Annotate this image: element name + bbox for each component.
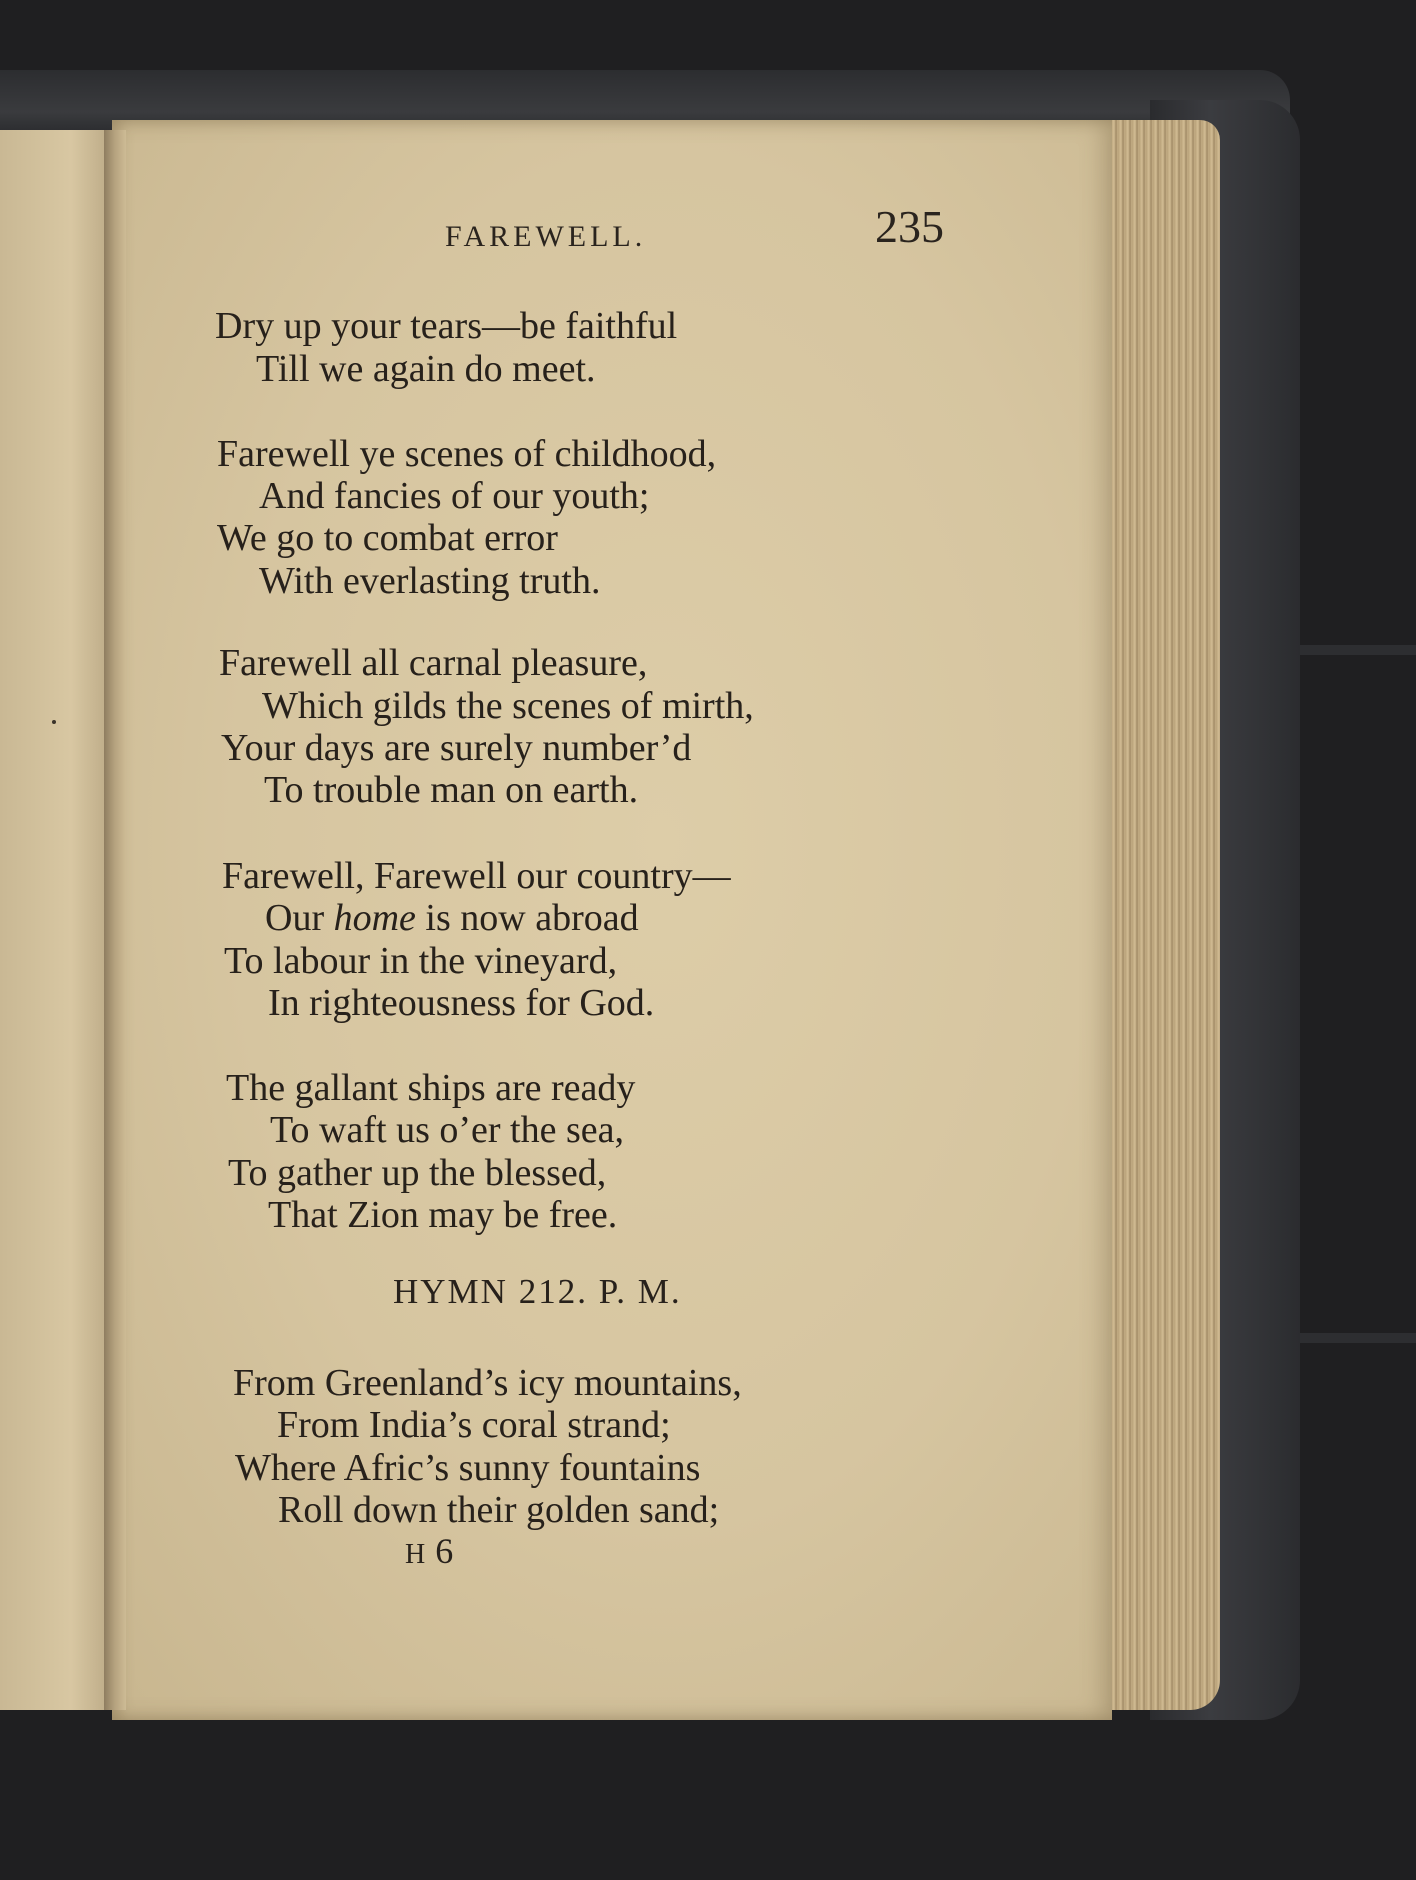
background-strap <box>1300 645 1416 655</box>
facing-page <box>0 130 118 1710</box>
verse-line: From Greenland’s icy mountains, <box>233 1362 742 1404</box>
verse-line: Our home is now abroad <box>265 897 639 939</box>
hymn-heading: HYMN 212. P. M. <box>393 1272 682 1311</box>
running-head: FAREWELL. <box>445 220 647 253</box>
verse-line: With everlasting truth. <box>259 560 601 602</box>
verse-line: Where Afric’s sunny fountains <box>235 1447 701 1489</box>
verse-line: To gather up the blessed, <box>228 1152 607 1194</box>
page-gutter <box>104 130 126 1710</box>
verse-line: From India’s coral strand; <box>277 1404 671 1446</box>
signature-number: 6 <box>435 1531 454 1571</box>
background-strap <box>1300 1333 1416 1343</box>
page-number: 235 <box>875 201 944 252</box>
verse-line: To waft us o’er the sea, <box>270 1109 624 1151</box>
verse-line: Your days are surely number’d <box>221 727 692 769</box>
verse-line: In righteousness for God. <box>268 982 655 1024</box>
verse-line: Roll down their golden sand; <box>278 1489 720 1531</box>
verse-line: To labour in the vineyard, <box>224 940 618 982</box>
signature-letter: H <box>405 1539 426 1570</box>
verse-line: The gallant ships are ready <box>226 1067 636 1109</box>
verse-line: That Zion may be free. <box>268 1194 618 1236</box>
page-mark <box>52 720 56 724</box>
verse-line: We go to combat error <box>217 517 558 559</box>
verse-line: Dry up your tears—be faithful <box>215 305 678 347</box>
verse-line: And fancies of our youth; <box>259 475 650 517</box>
verse-line: Farewell all carnal pleasure, <box>219 642 648 684</box>
verse-line: Farewell ye scenes of childhood, <box>217 433 717 475</box>
verse-line: Farewell, Farewell our country— <box>222 855 731 897</box>
verse-line: To trouble man on earth. <box>264 769 639 811</box>
signature-mark <box>405 1530 453 1572</box>
verse-line: Which gilds the scenes of mirth, <box>262 685 754 727</box>
verse-line: Till we again do meet. <box>256 348 596 390</box>
